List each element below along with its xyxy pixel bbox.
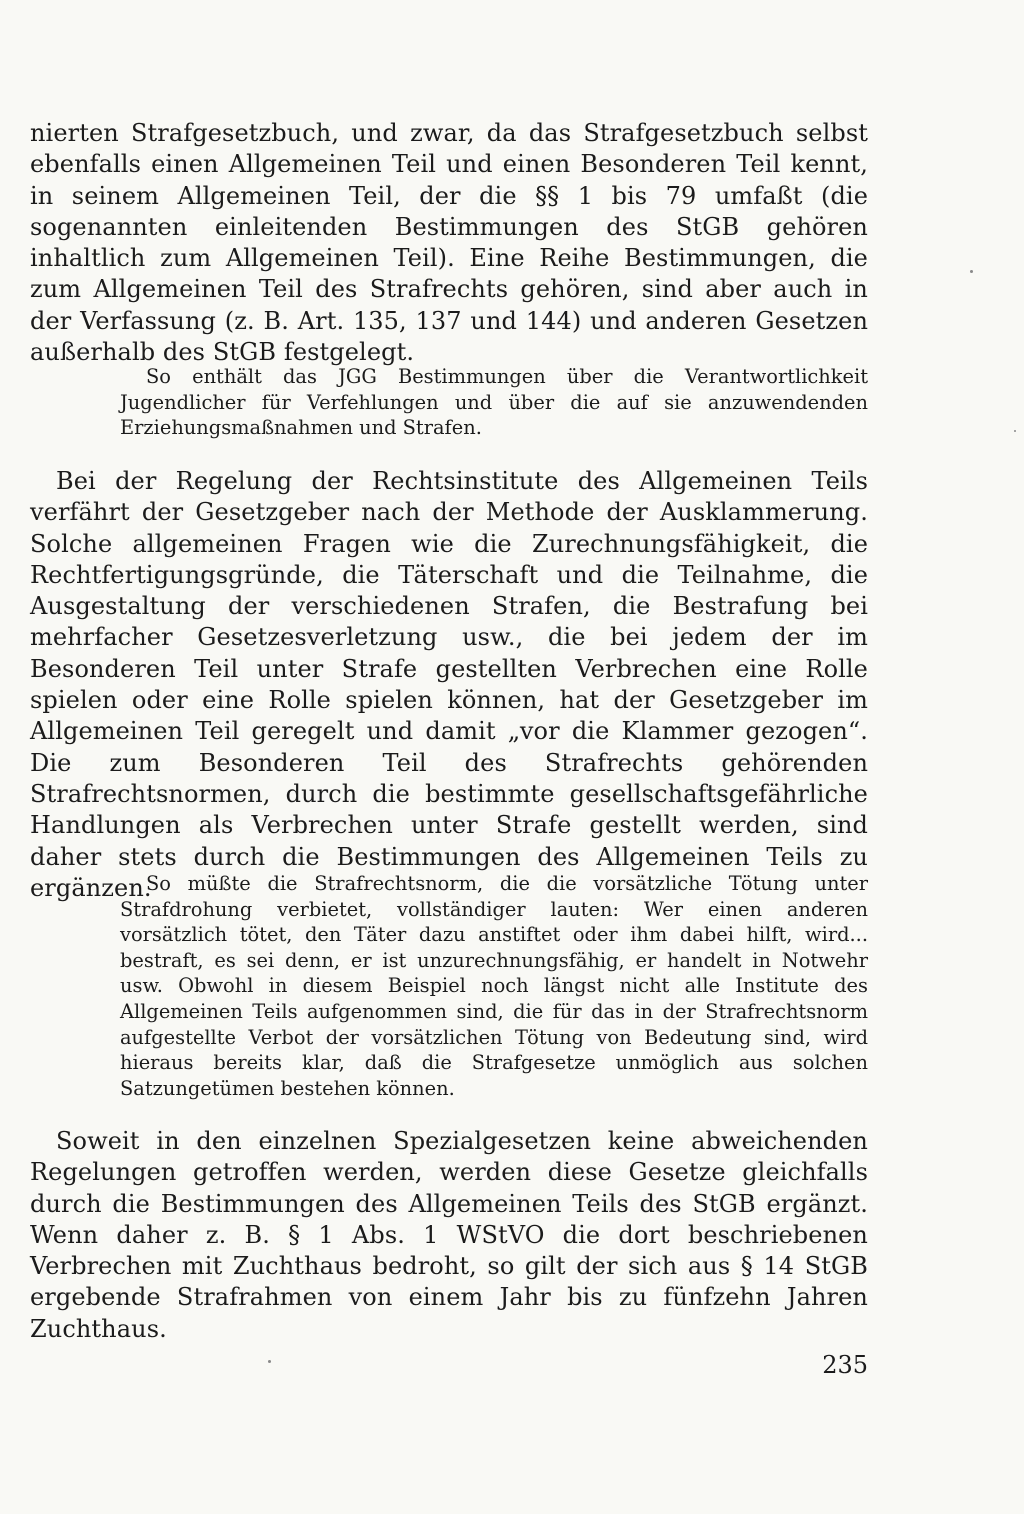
body-paragraph-spezialgesetze: Soweit in den einzelnen Spezialgesetzen keine abweichenden Regelungen getroffen werden, werden diese Gesetze gleichfalls durch die Bestimmungen des Allgemeinen Teils des StGB ergänzt. Wenn daher z. B. § 1 Abs. 1 WStVO die dort beschriebenen Verbrechen mit Zuchthaus bedroht, so gilt der sich aus § 14 StGB ergebende Strafrahmen von einem Jahr bis zu fünfzehn Jahren Zuchthaus.	[30, 1127, 868, 1343]
print-speck	[1014, 430, 1016, 432]
body-paragraph-ausklammerung: Bei der Regelung der Rechtsinstitute des Allgemeinen Teils verfährt der Gesetzgeber nach der Methode der Ausklammerung. Solche allgemeinen Fragen wie die Zurechnungsfähigkeit, die Rechtfertigungsgründe, die Täterschaft und die Teilnahme, die Ausgestaltung der verschiedenen Strafen, die Bestrafung bei mehrfacher Gesetzesverletzung usw., die bei jedem der im Besonderen Teil unter Strafe gestellten Verbrechen eine Rolle spielen oder eine Rolle spielen können, hat der Gesetzgeber im Allgemeinen Teil geregelt und damit „vor die Klammer gezogen“. Die zum Besonderen Teil des Strafrechts gehörenden Strafrechtsnormen, durch die bestimmte gesellschaftsgefährliche Handlungen als Verbrechen unter Strafe gestellt werden, sind daher stets durch die Bestimmungen des Allgemeinen Teils zu ergänzen.	[30, 467, 868, 902]
body-paragraph-continued: nierten Strafgesetzbuch, und zwar, da das Strafgesetzbuch selbst ebenfalls einen Allgemeinen Teil und einen Besonderen Teil kennt, in seinem Allgemeinen Teil, der die §§ 1 bis 79 umfaßt (die sogenannten einleitenden Bestimmungen des StGB gehören inhaltlich zum Allgemeinen Teil). Eine Reihe Bestimmungen, die zum Allgemeinen Teil des Strafrechts gehören, sind aber auch in der Verfassung (z. B. Art. 135, 137 und 144) und anderen Gesetzen außerhalb des StGB festgelegt.	[30, 119, 868, 367]
page-number: 235	[822, 1351, 868, 1379]
small-print-note-jgg: So enthält das JGG Bestimmungen über die Verantwortlichkeit Jugendlicher für Verfehlungen und über die auf sie anzuwendenden Erziehungsmaßnahmen und Strafen.	[120, 365, 868, 440]
small-print-note-example: So müßte die Strafrechtsnorm, die die vorsätzliche Tötung unter Strafdrohung verbietet, vollständiger lauten: Wer einen anderen vorsätzlich tötet, den Täter dazu anstiftet oder ihm dabei hilft, wird... bestraft, es sei denn, er ist unzurechnungsfähig, er handelt in Notwehr usw. Obwohl in diesem Beispiel noch längst nicht alle Institute des Allgemeinen Teils aufgenommen sind, die für das in der Strafrechtsnorm aufgestellte Verbot der vorsätzlichen Tötung von Bedeutung sind, wird hieraus bereits klar, daß die Strafgesetze unmöglich aus solchen Satzungetümen bestehen können.	[120, 872, 868, 1100]
print-speck	[970, 270, 973, 273]
print-speck	[268, 1360, 271, 1363]
